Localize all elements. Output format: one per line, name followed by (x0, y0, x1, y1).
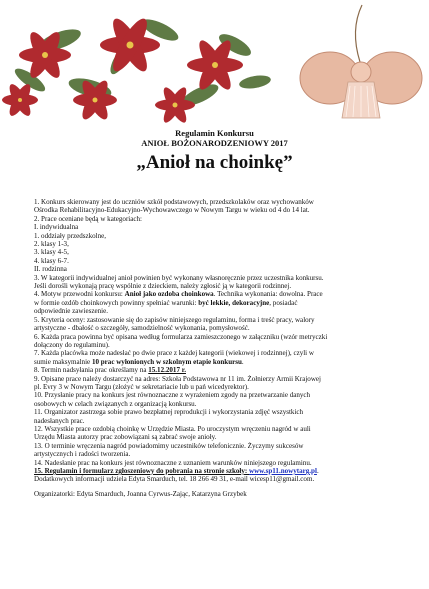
para-6a: 6. Każda praca powinna być opisana według formularza zamieszczonego w załączniku (wzór metryczki (34, 332, 328, 341)
text-span: . Technika wykonania: dowolna. Prace (213, 290, 323, 299)
para-10a: 10. Przysłanie pracy na konkurs jest równoznaczne z wyrażeniem zgody na przetwarzanie danych (34, 391, 311, 400)
text-span: 8. Termin nadsyłania prac określamy na (34, 366, 149, 375)
para-7b (34, 358, 404, 366)
title-block (0, 128, 429, 194)
organizers: Organizatorki: Edyta Smarduch, Joanna Cyrwus-Zając, Katarzyna Grzybek (34, 489, 247, 498)
para-8 (34, 366, 404, 374)
para-4b (34, 299, 404, 307)
para-4a (34, 290, 404, 298)
category-item: 1. oddziały przedszkolne, (34, 231, 107, 240)
poinsettia-header-image (0, 0, 429, 125)
theme-bold: Anioł jako ozdoba choinkowa (124, 290, 214, 299)
school-website-link[interactable]: www.sp11.nowytarg.pl (249, 467, 317, 475)
para-6b: dołączony do regulaminu). (34, 340, 110, 349)
para-1a: 1. Konkurs skierowany jest do uczniów szkół podstawowych, przedszkolaków oraz wychowanków (34, 198, 314, 206)
text-span: sumie maksymalnie (34, 357, 92, 366)
title-line-2: ANIOŁ BOŻONARODZENIOWY 2017 (141, 138, 288, 148)
para-4c: odpowiednie zawieszenie. (34, 307, 108, 316)
title-main: „Anioł na choinkę” (136, 152, 293, 173)
para-13a: 13. O terminie wręczenia nagród powiadomimy uczestników telefonicznie. Życzymy sukcesów (34, 441, 304, 450)
para-7a: 7. Każda placówka może nadesłać po dwie prace z każdej kategorii (wiekowej i rodzinnej), czyli w (34, 349, 314, 358)
para-5a: 5. Kryteria oceny: zastosowanie się do zapisów niniejszego regulaminu, forma i treść pracy, walory (34, 315, 315, 324)
category-family: II. rodzinna (34, 265, 67, 274)
para-12b: Urzędu Miasta autorzy prac zobowiązani są zabrać swoje anioły. (34, 433, 217, 442)
para-3b: Jeśli dorośli wykonają pracę wspólnie z dzieckiem, należy zgłosić ją w kategorii rodzinnej. (34, 282, 292, 291)
para-15b: Dodatkowych informacji udziela Edyta Smarduch, tel. 18 266 49 31, e-mail wicesp11@gmail.com. (34, 475, 315, 484)
conditions-bold: być lekkie, dekoracyjne (198, 298, 270, 307)
download-notice: 15. Regulamin i formularz zgłoszeniowy do pobrania na stronie szkoły: (34, 467, 249, 475)
para-10b: osobowych w celach związanych z organizacją konkursu. (34, 399, 197, 408)
para-3a: 3. W kategorii indywidualnej anioł powinien być wykonany własnoręcznie przez uczestnika konkursu. (34, 273, 324, 282)
para-14: 14. Nadesłanie prac na konkurs jest równoznaczne z uznaniem warunków niniejszego regulaminu. (34, 458, 312, 467)
poinsettia-flowers (2, 15, 243, 125)
deadline-date: 15.12.2017 r. (148, 366, 186, 375)
category-item: 2. klasy 1-3, (34, 240, 69, 249)
para-5b: artystyczne - dbałość o szczegóły, samodzielność wykonania, pomysłowość. (34, 324, 250, 333)
para-2: 2. Prace oceniane będą w kategoriach: (34, 214, 142, 223)
text-span: 4. Motyw przewodni konkursu: (34, 290, 125, 299)
para-1b: Ośrodka Rehabilitacyjno-Edukacyjno-Wychowawczego w Nowym Targu w wieku od 4 do 14 lat. (34, 206, 310, 215)
text-span: w formie ozdób choinkowych powinny spełniać warunki: (34, 298, 199, 307)
max-works-bold: 10 prac wyłonionych w szkolnym etapie konkursu (91, 357, 242, 366)
text-span: . (316, 467, 319, 475)
para-9b: pl. Evry 3 w Nowym Targu (złożyć w sekretariacie lub u pań wicedyrektor). (34, 382, 249, 391)
angel-ornament-image (300, 5, 422, 118)
title-line-1: Regulamin Konkursu (175, 128, 254, 138)
category-item: 3. klasy 4-5, (34, 248, 69, 257)
para-11b: nadesłanych prac. (34, 416, 85, 425)
category-item: 4. klasy 6-7. (34, 256, 69, 265)
para-11a: 11. Organizator zastrzega sobie prawo bezpłatnej reprodukcji i wykorzystania zdjęć wszystkich (34, 408, 304, 417)
para-9a: 9. Opisane prace należy dostarczyć na adres: Szkoła Podstawowa nr 11 im. Żołnierzy Armii Krajowej (34, 374, 322, 383)
para-12a: 12. Wszystkie prace ozdobią choinkę w Urzędzie Miasta. Po uroczystym wręczeniu nagród w auli (34, 424, 311, 433)
para-13b: artystycznych i radości tworzenia. (34, 450, 131, 459)
para-15a (34, 467, 404, 475)
text-span: , posiadać (269, 298, 298, 307)
category-individual: I. indywidualna (34, 223, 79, 232)
regulations-text (34, 198, 404, 498)
text-span: . (241, 357, 244, 366)
